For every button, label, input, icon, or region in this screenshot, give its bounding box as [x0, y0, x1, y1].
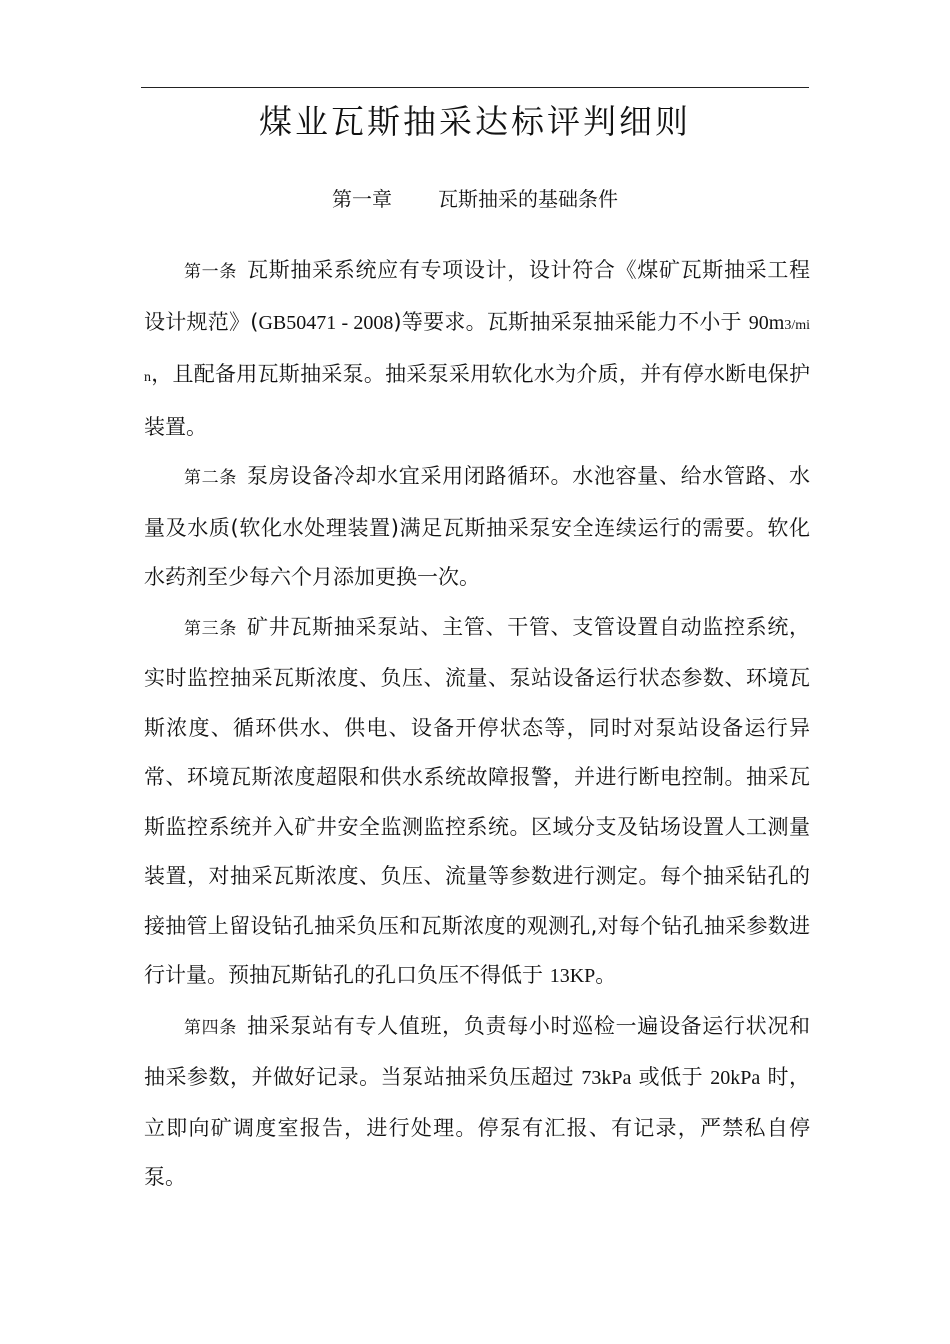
- pressure-value: 13KP: [549, 965, 596, 987]
- chapter-number: 第一章: [332, 187, 392, 211]
- document-body: [144, 246, 810, 1203]
- article-4: [144, 1002, 810, 1203]
- article-text: 泵房设备冷却水宜采用闭路循环。水池容量、给水管路、水量及水质(软化水处理装置)满足瓦斯抽采泵安全连续运行的需要。软化水药剂至少每六个月添加更换一次。: [144, 464, 811, 589]
- capacity-value: 90m: [748, 311, 785, 334]
- article-1: [144, 246, 810, 452]
- article-text: 时，立即向矿调度室报告，进行处理。停泵有汇报、有记录，严禁私自停泵。: [144, 1065, 810, 1189]
- article-text: ，且配备用瓦斯抽采泵。抽采泵采用软化水为介质，并有停水断电保护装置。: [144, 362, 810, 439]
- article-text: 。: [595, 963, 617, 987]
- article-text: 瓦斯抽采系统应有专项设计，设计符合《煤矿瓦斯抽采工程设计规范》(: [144, 258, 811, 334]
- capacity-unit: 3/min: [144, 317, 810, 385]
- article-text: )等要求。瓦斯抽采泵抽采能力不小于: [393, 309, 742, 334]
- article-3: [144, 603, 810, 1002]
- article-number: 第三条: [184, 618, 238, 639]
- article-number: 第四条: [184, 1017, 238, 1038]
- article-number: 第二条: [184, 468, 238, 488]
- chapter-name: 瓦斯抽采的基础条件: [438, 187, 618, 211]
- article-text: 矿井瓦斯抽采泵站、主管、干管、支管设置自动监控系统，实时监控抽采瓦斯浓度、负压、流量、泵站设备运行状态参数、环境瓦斯浓度、循环供水、供电、设备开停状态等，同时对泵站设备运行异常、环境瓦斯浓度超限和供水系统故障报警，并进行断电控制。抽采瓦斯监控系统并入矿井安全监测监控系统。区域分支及钻场设置人工测量装置，对抽采瓦斯浓度、负压、流量等参数进行测定。每个抽采钻孔的接抽管上留设钻孔抽采负压和瓦斯浓度的观测孔,对每个钻孔抽采参数进行计量。预抽瓦斯钻孔的孔口负压不得低于: [144, 614, 811, 987]
- standard-code: GB50471 - 2008: [258, 311, 394, 334]
- article-2: [144, 452, 810, 603]
- article-text: 抽采泵站有专人值班，负责每小时巡检一遍设备运行状况和抽采参数，并做好记录。当泵站抽采负压超过: [144, 1013, 811, 1089]
- document-title: 煤业瓦斯抽采达标评判细则: [259, 102, 691, 141]
- pressure-upper-value: 73kPa: [581, 1067, 632, 1089]
- article-text: 或低于: [638, 1065, 704, 1089]
- article-number: 第一条: [184, 262, 238, 282]
- chapter-heading: [0, 185, 950, 213]
- pressure-lower-value: 20kPa: [710, 1067, 761, 1089]
- top-rule: [141, 87, 809, 88]
